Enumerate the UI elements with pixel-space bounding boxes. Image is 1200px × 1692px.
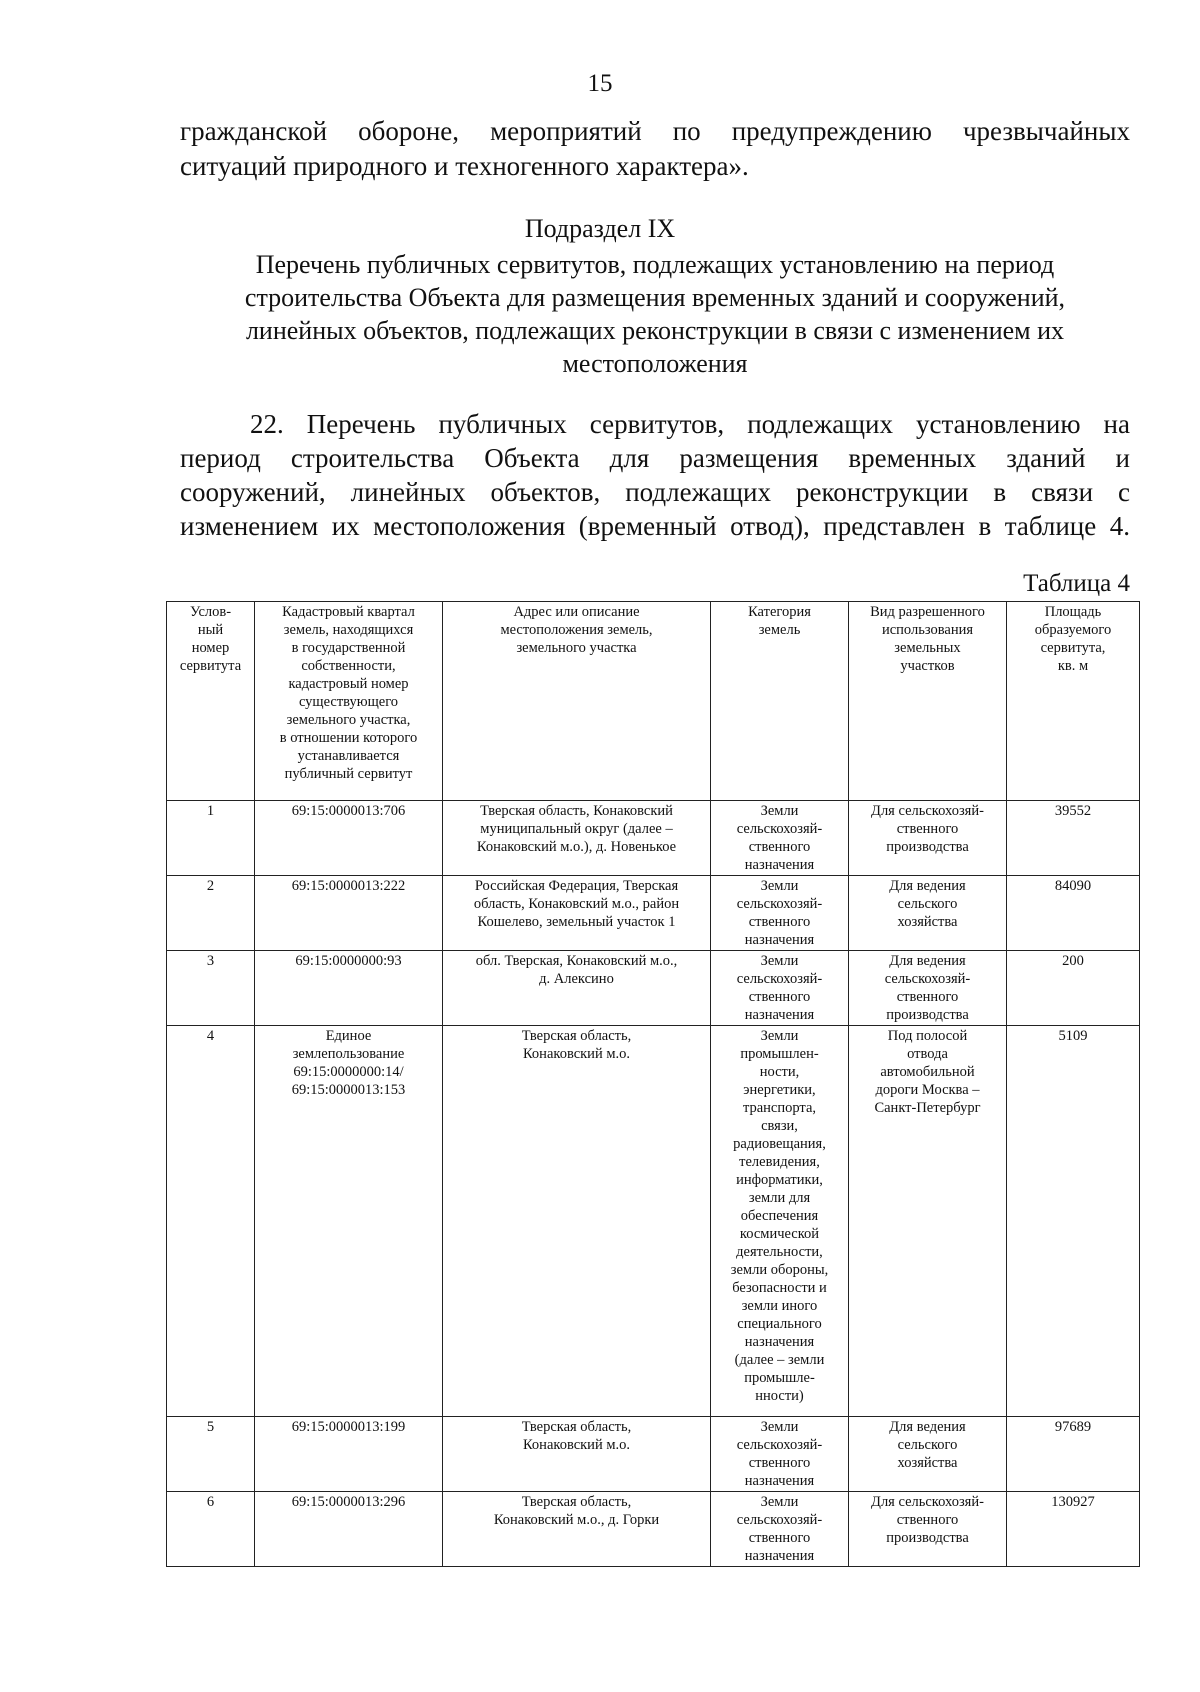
servitude-table	[166, 601, 1140, 1567]
cell-address: Тверская область, Конаковский муниципальный округ (далее – Конаковский м.о.), д. Новенькое	[443, 801, 711, 876]
section-heading	[190, 248, 1120, 380]
continuation-line-1: гражданской обороне, мероприятий по предупреждению чрезвычайных	[180, 116, 1130, 146]
section-heading-line-2: строительства Объекта для размещения временных зданий и сооружений,	[244, 283, 1066, 312]
cell-address: Тверская область, Конаковский м.о., д. Горки	[443, 1492, 711, 1567]
cell-address: Тверская область, Конаковский м.о.	[443, 1417, 711, 1492]
clause-line-3: сооружений, линейных объектов, подлежащих реконструкции в связи с	[180, 477, 1130, 507]
cell-cadastral: 69:15:0000000:93	[255, 951, 443, 1026]
table-row	[167, 951, 1140, 1026]
cell-number: 1	[167, 801, 255, 876]
table-row	[167, 1026, 1140, 1417]
cell-address: Российская Федерация, Тверская область, Конаковский м.о., район Кошелево, земельный участок 1	[443, 876, 711, 951]
table-row	[167, 801, 1140, 876]
table-row	[167, 876, 1140, 951]
clause-line-1: 22. Перечень публичных сервитутов, подлежащих установлению на	[250, 409, 1130, 439]
clause-line-2: период строительства Объекта для размещения временных зданий и	[180, 443, 1130, 473]
cell-category: Земли промышлен- ности, энергетики, транспорта, связи, радиовещания, телевидения, информатики, земли для обеспечения космической деятельности, земли обороны, безопасности и земли иного специального назначения (далее – земли промышле- нности)	[711, 1026, 849, 1417]
cell-address: обл. Тверская, Конаковский м.о., д. Алексино	[443, 951, 711, 1026]
cell-use: Для сельскохозяй- ственного производства	[849, 1492, 1007, 1567]
cell-area: 5109	[1007, 1026, 1140, 1417]
continuation-paragraph	[180, 114, 1130, 184]
header-address: Адрес или описание местоположения земель, земельного участка	[443, 602, 711, 801]
header-area: Площадь образуемого сервитута, кв. м	[1007, 602, 1140, 801]
cell-category: Земли сельскохозяй- ственного назначения	[711, 801, 849, 876]
section-heading-line-3: линейных объектов, подлежащих реконструкции в связи с изменением их	[245, 316, 1065, 345]
cell-cadastral: 69:15:0000013:706	[255, 801, 443, 876]
table-row	[167, 1492, 1140, 1567]
cell-cadastral: 69:15:0000013:222	[255, 876, 443, 951]
cell-number: 5	[167, 1417, 255, 1492]
header-cadastral: Кадастровый квартал земель, находящихся в государственной собственности, кадастровый номер существующего земельного участка, в отношении которого устанавливается публичный сервитут	[255, 602, 443, 801]
cell-address: Тверская область, Конаковский м.о.	[443, 1026, 711, 1417]
cell-category: Земли сельскохозяй- ственного назначения	[711, 951, 849, 1026]
cell-area: 39552	[1007, 801, 1140, 876]
cell-use: Под полосой отвода автомобильной дороги Москва – Санкт-Петербург	[849, 1026, 1007, 1417]
subsection-title: Подраздел IX	[524, 214, 676, 243]
header-permitted-use: Вид разрешенного использования земельных участков	[849, 602, 1007, 801]
page-number: 15	[587, 70, 613, 97]
cell-cadastral: 69:15:0000013:199	[255, 1417, 443, 1492]
cell-number: 4	[167, 1026, 255, 1417]
cell-area: 200	[1007, 951, 1140, 1026]
cell-number: 2	[167, 876, 255, 951]
cell-category: Земли сельскохозяй- ственного назначения	[711, 876, 849, 951]
table-caption: Таблица 4	[1023, 570, 1130, 597]
section-heading-line-1: Перечень публичных сервитутов, подлежащих установлению на период	[255, 250, 1055, 279]
cell-number: 3	[167, 951, 255, 1026]
cell-cadastral: Единое землепользование 69:15:0000000:14/ 69:15:0000013:153	[255, 1026, 443, 1417]
header-land-category: Категория земель	[711, 602, 849, 801]
cell-use: Для ведения сельскохозяй- ственного производства	[849, 951, 1007, 1026]
cell-use: Для сельскохозяй- ственного производства	[849, 801, 1007, 876]
clause-22-paragraph	[180, 407, 1130, 543]
cell-area: 84090	[1007, 876, 1140, 951]
clause-line-4: изменением их местоположения (временный отвод), представлен в таблице 4.	[180, 511, 1130, 541]
cell-area: 97689	[1007, 1417, 1140, 1492]
cell-use: Для ведения сельского хозяйства	[849, 1417, 1007, 1492]
section-heading-line-4: местоположения	[562, 349, 748, 378]
cell-category: Земли сельскохозяй- ственного назначения	[711, 1417, 849, 1492]
cell-cadastral: 69:15:0000013:296	[255, 1492, 443, 1567]
cell-category: Земли сельскохозяй- ственного назначения	[711, 1492, 849, 1567]
table-header-row	[167, 602, 1140, 801]
header-servitude-number: Услов- ный номер сервитута	[167, 602, 255, 801]
cell-area: 130927	[1007, 1492, 1140, 1567]
cell-use: Для ведения сельского хозяйства	[849, 876, 1007, 951]
cell-number: 6	[167, 1492, 255, 1567]
table-row	[167, 1417, 1140, 1492]
continuation-line-2: ситуаций природного и техногенного характера».	[180, 151, 749, 181]
